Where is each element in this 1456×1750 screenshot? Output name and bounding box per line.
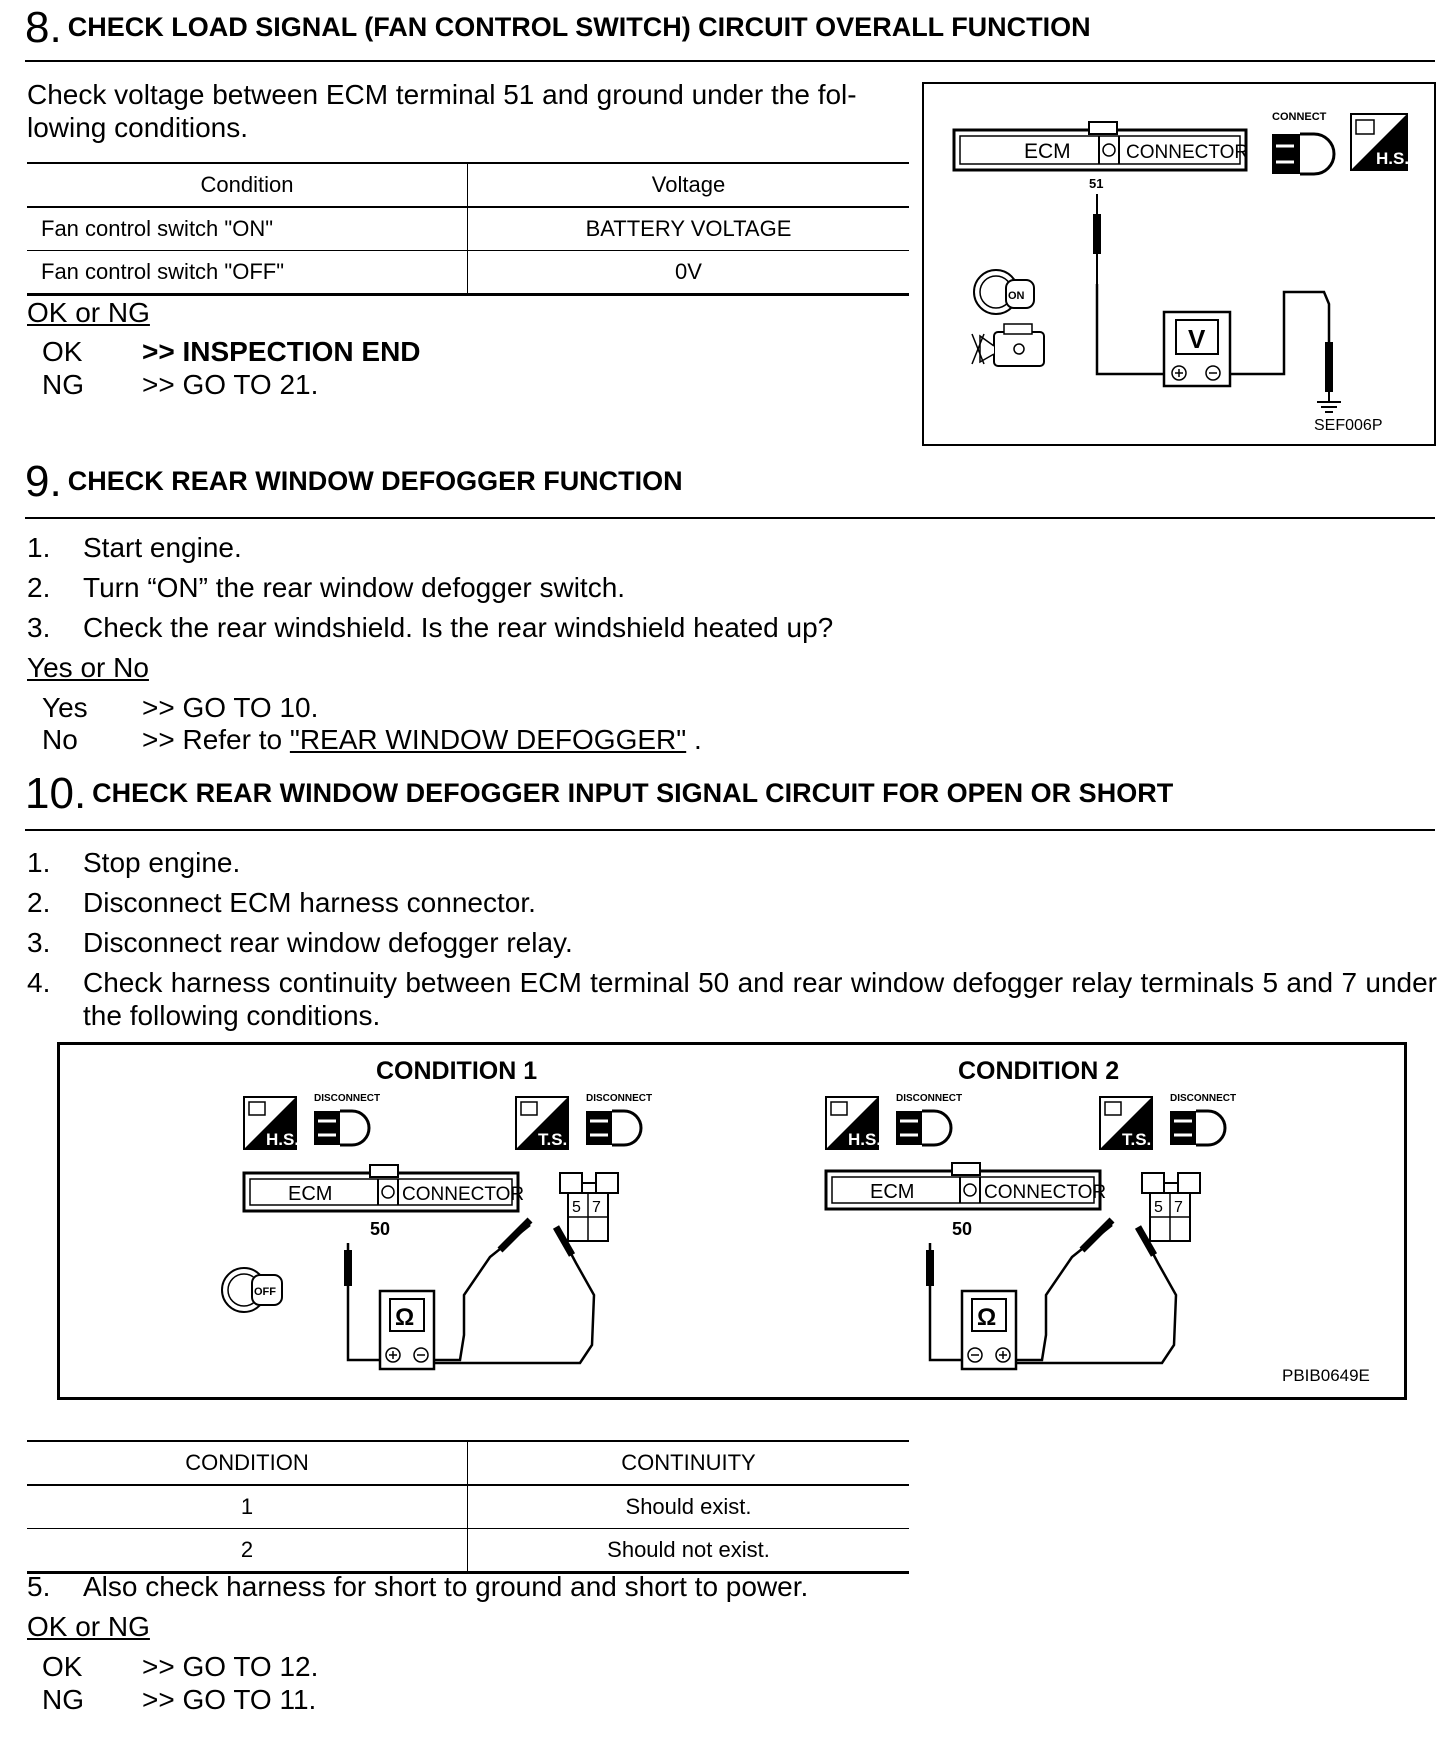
- step-9-result-yes: [42, 692, 742, 726]
- disconnect-icon: [896, 1093, 962, 1145]
- list-number: 3.: [27, 927, 51, 958]
- table-cell: 2: [27, 1529, 468, 1573]
- list-text: Start engine.: [83, 532, 242, 563]
- connector-label: CONNECTOR: [1126, 142, 1249, 163]
- step-10-result-label: OK or NG: [27, 1611, 150, 1642]
- ohmmeter-label: Ω: [977, 1304, 997, 1331]
- harness-side-icon: [244, 1097, 299, 1149]
- harness-side-icon: [1351, 114, 1409, 170]
- result-key: NG: [42, 1684, 84, 1715]
- voltage-table: [27, 162, 909, 296]
- continuity-table: [27, 1440, 909, 1574]
- ignition-key-off-icon: [222, 1268, 282, 1312]
- key-on-label: ON: [1008, 290, 1025, 302]
- connect-icon: [1272, 111, 1334, 174]
- ecm-connector: [826, 1163, 1106, 1209]
- disconnect-label: DISCONNECT: [314, 1093, 381, 1104]
- list-number: 3.: [27, 612, 51, 643]
- ts-label: T.S.: [1122, 1130, 1152, 1149]
- harness-side-icon: [826, 1097, 881, 1149]
- step-10-heading: [25, 769, 1435, 831]
- list-number: 2.: [27, 572, 51, 603]
- table-row: [27, 1529, 909, 1573]
- figure-reference: PBIB0649E: [1282, 1366, 1370, 1385]
- ecm-label: ECM: [870, 1181, 915, 1203]
- disconnect-icon: [586, 1093, 652, 1145]
- ohmmeter-label: Ω: [395, 1304, 415, 1331]
- list-text: Also check harness for short to ground and short to power.: [83, 1571, 809, 1602]
- ohmmeter-icon: [962, 1291, 1016, 1369]
- terminal-51-label: 51: [1089, 176, 1104, 191]
- continuity-check-diagram-svg: [60, 1045, 1404, 1397]
- step-9-result-label: Yes or No: [27, 652, 149, 683]
- disconnect-label: DISCONNECT: [586, 1093, 653, 1104]
- list-text: Check the rear windshield. Is the rear windshield heated up?: [83, 612, 834, 643]
- disconnect-label: DISCONNECT: [896, 1093, 963, 1104]
- list-number: 1.: [27, 847, 51, 878]
- terminal-side-icon: [1100, 1097, 1152, 1149]
- list-item: [27, 531, 1437, 565]
- step-10-result-ng: [42, 1684, 542, 1718]
- continuity-table-header-condition: CONDITION: [27, 1441, 468, 1485]
- step-8-intro-line-2: lowing conditions.: [27, 112, 249, 143]
- relay-connector: [1142, 1173, 1200, 1241]
- step-8-intro: [27, 78, 912, 144]
- list-item: [27, 1570, 1437, 1604]
- list-item: [27, 571, 1437, 605]
- list-item: [27, 966, 1437, 1034]
- list-text: Turn “ON” the rear window defogger switch.: [83, 572, 626, 603]
- step-8-number: 8.: [25, 3, 62, 52]
- step-8-result-ng: [42, 369, 542, 403]
- relay-terminal-5: 5: [572, 1199, 581, 1216]
- relay-terminal-7: 7: [592, 1199, 601, 1216]
- list-text: Disconnect ECM harness connector.: [83, 887, 536, 918]
- voltage-table-header-voltage: Voltage: [468, 163, 910, 207]
- voltmeter-icon: [1164, 312, 1230, 386]
- list-item: [27, 611, 1437, 645]
- list-text: Disconnect rear window defogger relay.: [83, 927, 573, 958]
- result-key: No: [42, 724, 78, 755]
- table-row: [27, 251, 909, 295]
- ecm-label: ECM: [288, 1183, 333, 1205]
- step-9-result-no: [42, 724, 742, 758]
- ground-icon: [1317, 402, 1341, 412]
- table-cell: Should exist.: [468, 1485, 910, 1529]
- condition-2-title: CONDITION 2: [958, 1057, 1120, 1085]
- hs-label: H.S.: [1376, 149, 1410, 168]
- relay-terminal-7: 7: [1174, 1199, 1183, 1216]
- condition-2-diagram: [826, 1057, 1370, 1385]
- voltage-table-header-condition: Condition: [27, 163, 468, 207]
- step-10-number: 10.: [25, 769, 87, 818]
- result-value: >> GO TO 10.: [142, 692, 319, 723]
- figure-reference: SEF006P: [1314, 417, 1383, 434]
- step-10-title: CHECK REAR WINDOW DEFOGGER INPUT SIGNAL CIRCUIT FOR OPEN OR SHORT: [92, 778, 1174, 808]
- step-9-title: CHECK REAR WINDOW DEFOGGER FUNCTION: [67, 466, 683, 496]
- list-item: [27, 886, 1437, 920]
- disconnect-icon: [314, 1093, 380, 1145]
- relay-terminal-5: 5: [1154, 1199, 1163, 1216]
- list-number: 5.: [27, 1571, 51, 1602]
- list-item: [27, 926, 1437, 960]
- table-row: [27, 207, 909, 251]
- terminal-50-label: 50: [952, 1219, 973, 1239]
- continuity-check-diagram: [57, 1042, 1407, 1400]
- hs-label: H.S.: [848, 1130, 882, 1149]
- voltage-check-diagram: [922, 82, 1436, 446]
- table-cell: Should not exist.: [468, 1529, 910, 1573]
- ecm-connector: [244, 1165, 524, 1211]
- result-value: >> INSPECTION END: [142, 336, 421, 367]
- list-number: 4.: [27, 967, 51, 998]
- disconnect-icon: [1170, 1093, 1236, 1145]
- connector-label: CONNECTOR: [984, 1182, 1107, 1203]
- condition-1-title: CONDITION 1: [376, 1057, 538, 1085]
- ecm-connector: [954, 122, 1248, 170]
- ts-label: T.S.: [538, 1130, 568, 1149]
- result-key: OK: [42, 336, 83, 367]
- table-cell: 1: [27, 1485, 468, 1529]
- terminal-side-icon: [516, 1097, 568, 1149]
- table-cell: Fan control switch "OFF": [27, 251, 468, 295]
- step-8-title: CHECK LOAD SIGNAL (FAN CONTROL SWITCH) CIRCUIT OVERALL FUNCTION: [67, 12, 1091, 42]
- step-10-result-ok: [42, 1651, 542, 1685]
- engine-icon: [972, 324, 1044, 366]
- probe-tip: [1093, 214, 1101, 254]
- rear-window-defogger-link[interactable]: "REAR WINDOW DEFOGGER": [289, 724, 687, 755]
- list-text: Check harness continuity between ECM terminal 50 and rear window defogger relay terminals 5 and 7 under the following conditions.: [83, 967, 1437, 1031]
- continuity-table-header-continuity: CONTINUITY: [468, 1441, 910, 1485]
- result-key: NG: [42, 369, 84, 400]
- list-item: [27, 846, 1437, 880]
- list-number: 1.: [27, 532, 51, 563]
- step-8-heading: [25, 3, 1435, 62]
- result-key: Yes: [42, 692, 88, 723]
- connect-label: CONNECT: [1272, 111, 1327, 123]
- result-key: OK: [42, 1651, 83, 1682]
- ecm-label: ECM: [1024, 140, 1071, 163]
- hs-label: H.S.: [266, 1130, 300, 1149]
- probe-tip: [926, 1250, 934, 1286]
- ground-probe: [1325, 342, 1333, 392]
- step-8-result-ok: [42, 336, 542, 370]
- condition-1-diagram: [222, 1057, 652, 1369]
- list-number: 2.: [27, 887, 51, 918]
- step-9-heading: [25, 457, 1435, 519]
- result-value: >> GO TO 21.: [142, 369, 319, 400]
- result-value: >> GO TO 12.: [142, 1651, 319, 1682]
- refer-suffix: .: [686, 724, 702, 755]
- relay-connector: [560, 1173, 618, 1241]
- step-9-number: 9.: [25, 457, 62, 506]
- table-cell: BATTERY VOLTAGE: [468, 207, 910, 251]
- step-8-result-label: OK or NG: [27, 297, 150, 328]
- connector-label: CONNECTOR: [402, 1184, 525, 1205]
- ignition-key-on-icon: [974, 270, 1034, 314]
- result-value: [142, 724, 702, 756]
- ohmmeter-icon: [380, 1291, 434, 1369]
- voltage-check-diagram-svg: [924, 84, 1434, 444]
- refer-prefix: >> Refer to: [142, 724, 290, 755]
- result-value: >> GO TO 11.: [142, 1684, 317, 1715]
- table-row: [27, 1485, 909, 1529]
- list-text: Stop engine.: [83, 847, 241, 878]
- table-cell: Fan control switch "ON": [27, 207, 468, 251]
- key-off-label: OFF: [254, 1286, 276, 1298]
- probe-tip: [344, 1250, 352, 1286]
- disconnect-label: DISCONNECT: [1170, 1093, 1237, 1104]
- step-8-intro-line-1: Check voltage between ECM terminal 51 and ground under the fol-: [27, 79, 857, 110]
- terminal-50-label: 50: [370, 1219, 391, 1239]
- voltmeter-label: V: [1188, 324, 1206, 354]
- table-cell: 0V: [468, 251, 910, 295]
